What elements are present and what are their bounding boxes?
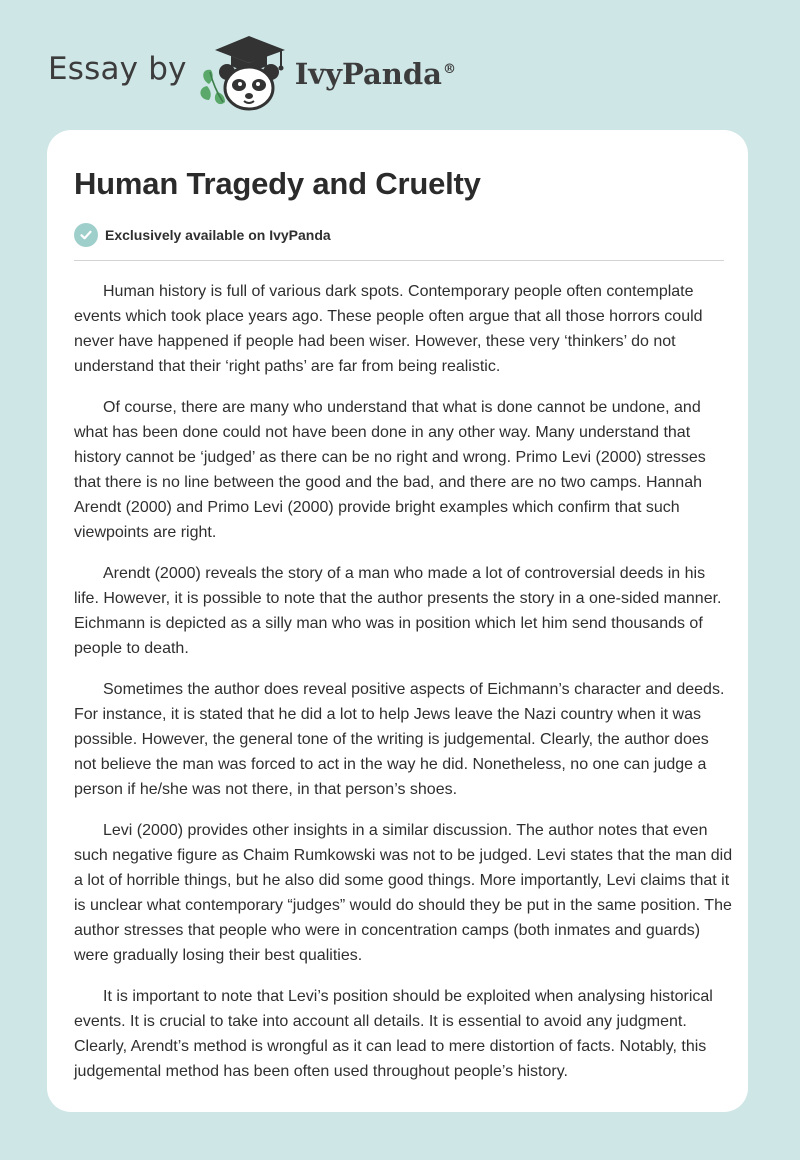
paragraph: Levi (2000) provides other insights in a similar discussion. The author notes that even such negative figure as Chaim Rumkowski was not to be judged. Levi states that the man did a lot of horrible things, but he also did some good things. More importantly, Levi claims that it is unclear what contemporary “judges” would do should they be put in the same position. The author stresses that people who were in concentration camps (both inmates and guards) were gradually losing their best qualities. — [74, 822, 733, 964]
essay-body — [74, 279, 734, 1084]
brand-prefix: Essay by — [48, 51, 187, 87]
exclusive-badge — [74, 223, 721, 247]
registered-mark: ® — [442, 62, 456, 78]
check-icon — [74, 223, 98, 247]
brand-name — [295, 57, 456, 91]
paragraph: Human history is full of various dark spots. Contemporary people often contemplate events which took place years ago. These people often argue that all those horrors could never have happened if people had been wiser. However, these very ‘thinkers’ do not understand that their ‘right paths’ are far from being realistic. — [74, 283, 703, 375]
brand-name-text: IvyPanda — [294, 57, 442, 91]
divider — [74, 260, 724, 261]
panda-logo-icon — [197, 30, 293, 114]
paragraph: Arendt (2000) reveals the story of a man who made a lot of controversial deeds in his life. However, it is possible to note that the author presents the story in a one-sided manner. Eichmann is depicted as a silly man who was in position which let him send thousands of people to death. — [74, 565, 722, 657]
badge-text: Exclusively available on IvyPanda — [105, 227, 331, 243]
paragraph: It is important to note that Levi’s position should be exploited when analysing historical events. It is crucial to take into account all details. It is essential to avoid any judgment. Clearly, Arendt’s method is wrongful as it can lead to mere distortion of facts. Notably, this judgemental method has been often used throughout people’s history. — [74, 988, 713, 1080]
essay-card — [47, 130, 748, 1112]
brand-header[interactable] — [48, 30, 456, 114]
paragraph: Sometimes the author does reveal positive aspects of Eichmann’s character and deeds. For instance, it is stated that he did a lot to help Jews leave the Nazi country when it was possible. However, the general tone of the writing is judgemental. Clearly, the author does not believe the man was forced to act in the way he did. Nonetheless, no one can judge a person if he/she was not there, in that person’s shoes. — [74, 681, 725, 798]
essay-title: Human Tragedy and Cruelty — [74, 166, 481, 201]
paragraph: Of course, there are many who understand that what is done cannot be undone, and what has been done could not have been done in any other way. Many understand that history cannot be ‘judged’ as there can be no right and wrong. Primo Levi (2000) stresses that there is no line between the good and the bad, and there are no two camps. Hannah Arendt (2000) and Primo Levi (2000) provide bright examples which confirm that such viewpoints are right. — [74, 399, 706, 541]
